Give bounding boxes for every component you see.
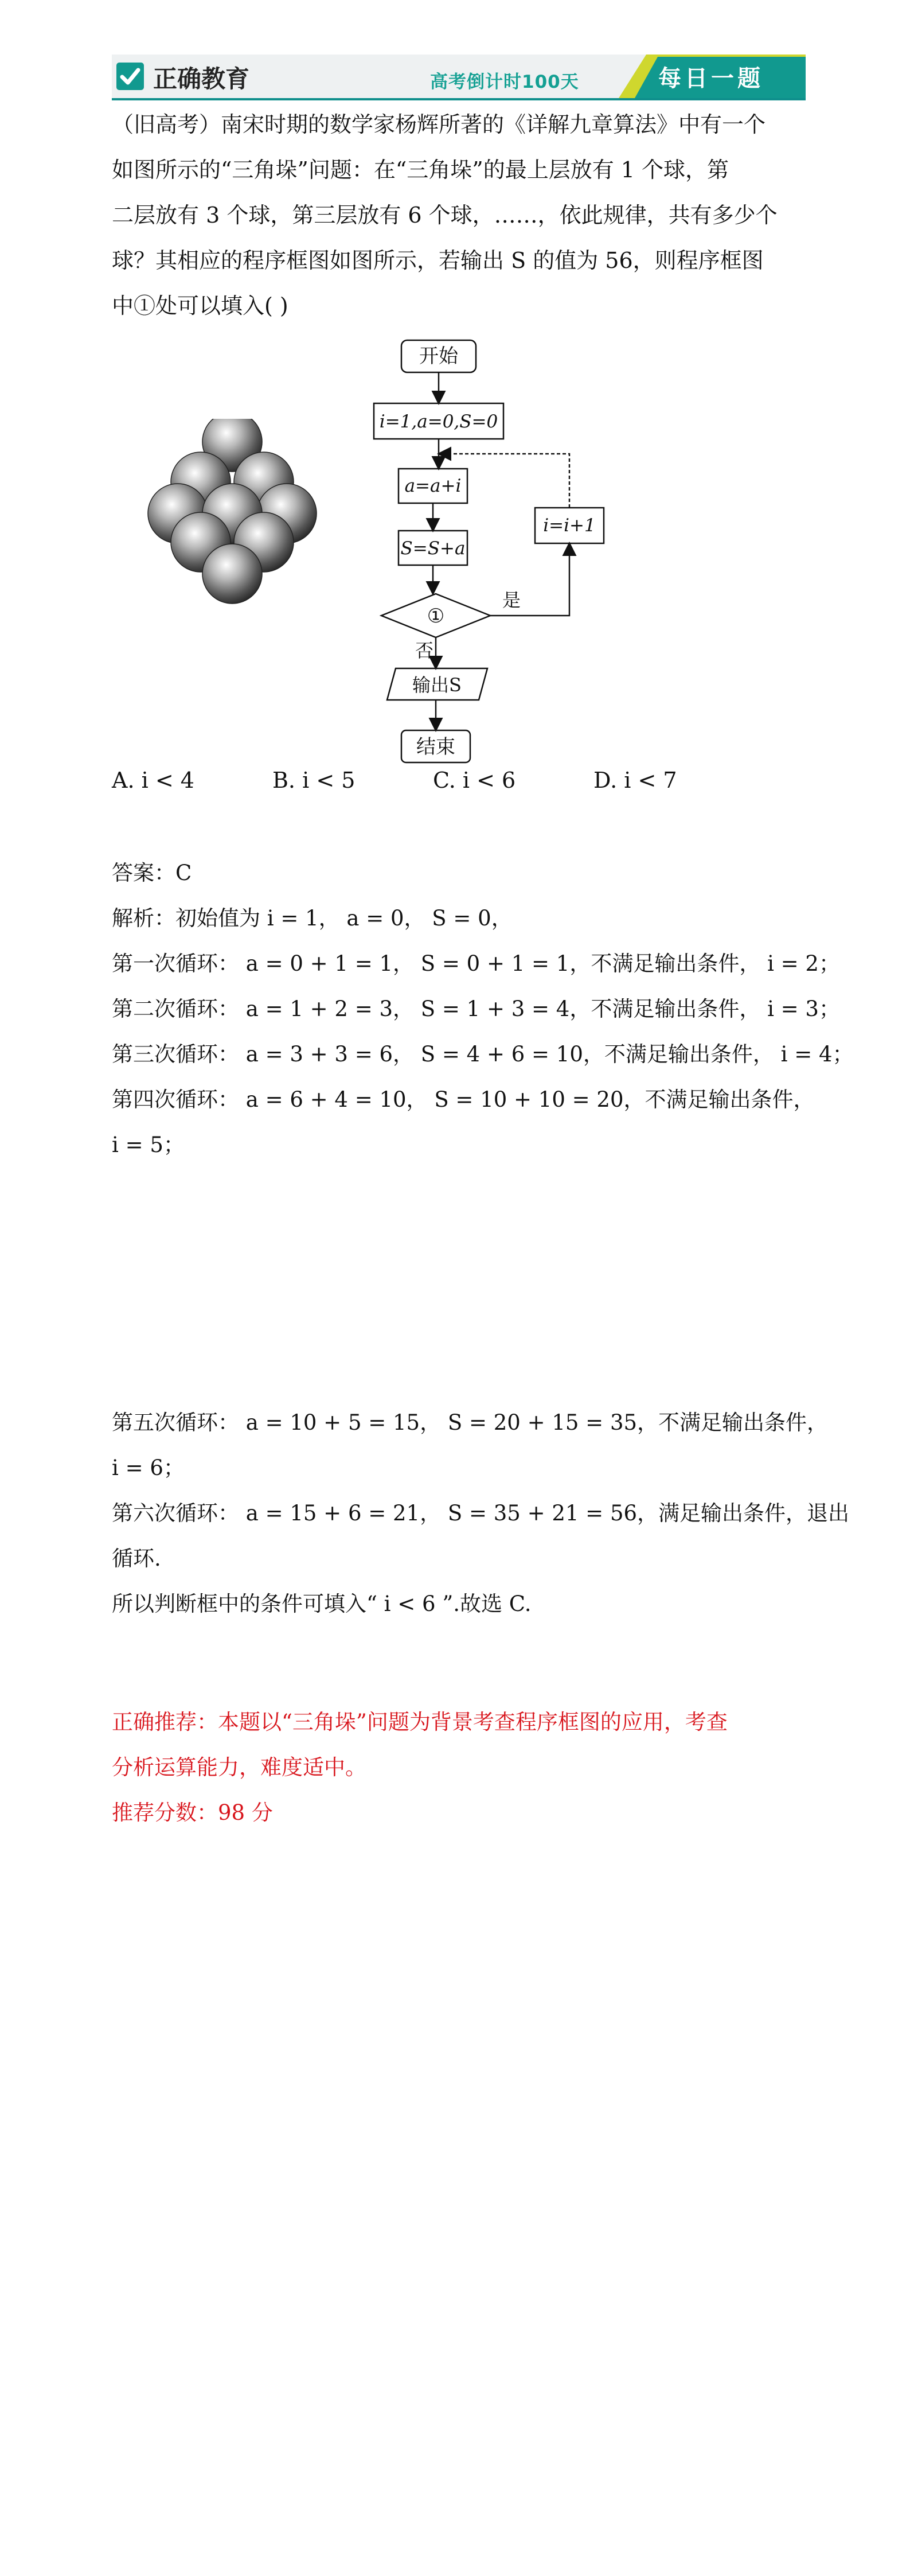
conclusion: 所以判断框中的条件可填入“ i < 6 ”.故选 C. bbox=[112, 1591, 532, 1616]
header-banner bbox=[112, 55, 806, 100]
condition-label: ① bbox=[427, 605, 445, 628]
option-b: B. i < 5 bbox=[272, 768, 356, 793]
end-label: 结束 bbox=[416, 736, 455, 758]
recommend-line-1: 正确推荐：本题以“三角垛”问题为背景考查程序框图的应用，考查 bbox=[112, 1710, 728, 1734]
daily-label: 每日一题 bbox=[658, 65, 764, 92]
countdown-text: 高考倒计时100天 bbox=[430, 72, 579, 92]
start-label: 开始 bbox=[419, 345, 458, 368]
output-label: 输出S bbox=[412, 674, 462, 696]
question-text bbox=[112, 102, 807, 329]
analysis-init: 解析：初始值为 i = 1， a = 0， S = 0， bbox=[112, 906, 513, 931]
option-d: D. i < 7 bbox=[593, 768, 677, 793]
step-s-label: S=S+a bbox=[400, 538, 466, 559]
loop-6: 第六次循环： a = 15 + 6 = 21， S = 35 + 21 = 56，满足输出条件，退出 bbox=[112, 1501, 850, 1526]
loop-5: 第五次循环： a = 10 + 5 = 15， S = 20 + 15 = 35，不满足输出条件， bbox=[112, 1410, 829, 1435]
loop-4-result: i = 5； bbox=[112, 1133, 185, 1157]
yes-label: 是 bbox=[502, 589, 521, 611]
option-a: A. i < 4 bbox=[112, 768, 194, 793]
recommend-line-2: 分析运算能力，难度适中。 bbox=[112, 1755, 366, 1780]
daily-badge bbox=[593, 55, 806, 98]
ball bbox=[202, 544, 262, 604]
loop-5-result: i = 6； bbox=[112, 1456, 185, 1480]
init-label: i=1,a=0,S=0 bbox=[379, 411, 498, 432]
brand-name: 正确教育 bbox=[153, 65, 250, 93]
loop-3: 第三次循环： a = 3 + 3 = 6， S = 4 + 6 = 10，不满足输出条件， i = 4； bbox=[112, 1042, 854, 1067]
ball-pile-figure bbox=[146, 419, 341, 608]
question-line: （旧高考）南宋时期的数学家杨辉所著的《详解九章算法》中有一个 bbox=[112, 112, 766, 137]
recommend-score: 推荐分数：98 分 bbox=[112, 1800, 273, 1825]
loop-4: 第四次循环： a = 6 + 4 = 10， S = 10 + 10 = 20，不满足输出条件， bbox=[112, 1087, 815, 1112]
question-line: 球？其相应的程序框图如图所示，若输出 S 的值为 56，则程序框图 bbox=[112, 248, 764, 273]
flowchart bbox=[361, 336, 659, 766]
no-label: 否 bbox=[415, 640, 434, 661]
answer-line: 答案：C bbox=[112, 861, 192, 885]
step-i-label: i=i+1 bbox=[543, 515, 596, 536]
loop-1: 第一次循环： a = 0 + 1 = 1， S = 0 + 1 = 1，不满足输出条件， i = 2； bbox=[112, 951, 840, 976]
question-line: 中①处可以填入( ) bbox=[112, 293, 288, 318]
option-c: C. i < 6 bbox=[433, 768, 516, 793]
check-logo-icon bbox=[116, 63, 144, 90]
question-line: 如图所示的“三角垛”问题：在“三角垛”的最上层放有 1 个球，第 bbox=[112, 157, 729, 182]
loop-2: 第二次循环： a = 1 + 2 = 3， S = 1 + 3 = 4，不满足输出条件， i = 3； bbox=[112, 997, 840, 1021]
question-line: 二层放有 3 个球，第三层放有 6 个球，……，依此规律，共有多少个 bbox=[112, 203, 778, 228]
loop-6-result: 循环. bbox=[112, 1546, 161, 1571]
step-a-label: a=a+i bbox=[404, 476, 462, 496]
